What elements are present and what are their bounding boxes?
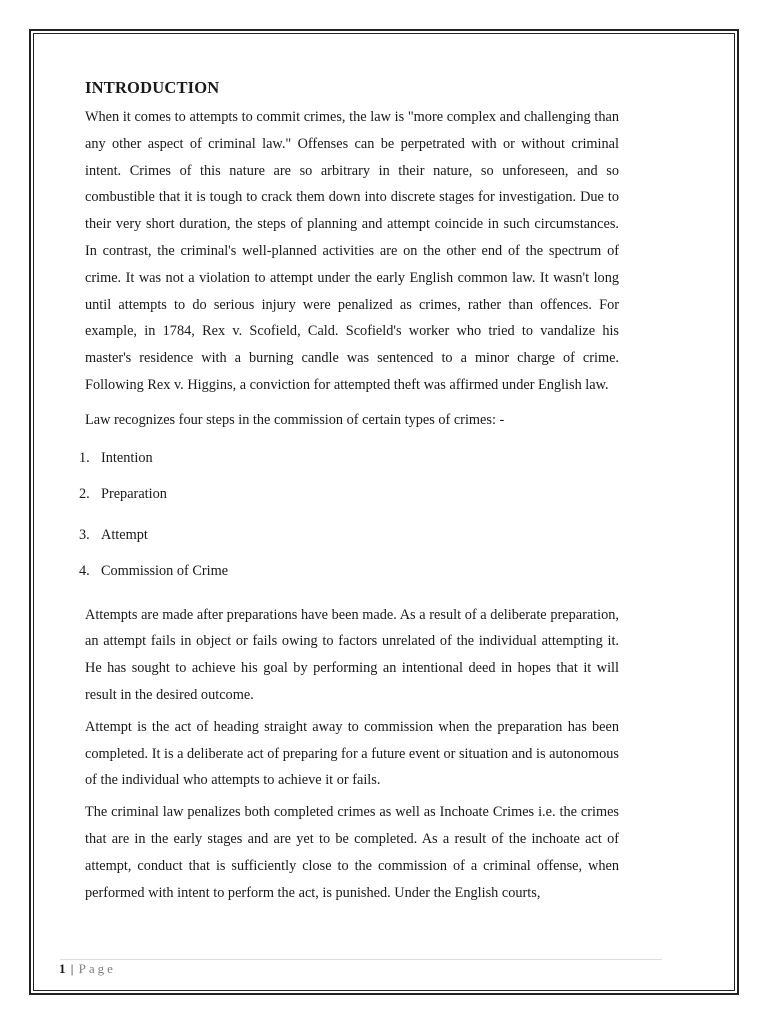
inchoate-crimes-paragraph: The criminal law penalizes both completed crimes as well as Inchoate Crimes i.e. the crimes that are in the early stages and are yet to be completed. As a result of the inchoate act of attempt, conduct that is sufficiently close to the commission of a criminal offense, when performed with intent to perform the act, is punished. Under the English courts, xyxy=(85,804,619,901)
attempt-definition-paragraph: Attempt is the act of heading straight away to commission when the preparation has been completed. It is a deliberate act of preparing for a future event or situation and is autonomous of the individual who attempts to achieve it or fails. xyxy=(85,718,619,789)
list-item-label: Intention xyxy=(101,449,153,466)
list-item xyxy=(79,525,619,545)
list-item xyxy=(79,448,619,468)
attempts-paragraph: Attempts are made after preparations have been made. As a result of a deliberate preparation, an attempt fails in object or fails owing to factors unrelated of the individual attempting it. He has sought to achieve his goal by performing an intentional deed in hopes that it will result in the desired outcome. xyxy=(85,606,619,703)
section-heading: INTRODUCTION xyxy=(85,78,220,97)
list-item-number: 3. xyxy=(79,526,90,543)
list-item-label: Attempt xyxy=(101,526,148,543)
footer-divider xyxy=(60,959,662,960)
page-footer xyxy=(59,961,116,977)
list-item-number: 1. xyxy=(79,449,90,466)
list-item xyxy=(79,561,619,581)
intro-paragraph: When it comes to attempts to commit crimes, the law is "more complex and challenging than any other aspect of criminal law." Offenses can be perpetrated with or without criminal intent. Crimes of this nature are so arbitrary in their nature, so unforeseen, and so combustible that it is tough to crack them down into discrete stages for investigation. Due to their very short duration, the steps of planning and attempt coincide in such circumstances. In contrast, the criminal's well-planned activities are on the other end of the spectrum of crime. It was not a violation to attempt under the early English common law. It wasn't long until attempts to do serious injury were penalized as crimes, rather than offences. For example, in 1784, Rex v. Scofield, Cald. Scofield's worker who tried to vandalize his master's residence with a burning candle was sentenced to a minor charge of crime. Following Rex v. Higgins, a conviction for attempted theft was affirmed under English law. xyxy=(85,109,619,393)
page-label: Page xyxy=(78,961,116,976)
steps-intro: Law recognizes four steps in the commission of certain types of crimes: - xyxy=(85,411,505,428)
page-number: 1 xyxy=(59,961,66,976)
steps-list xyxy=(79,448,619,581)
document-body xyxy=(79,78,619,912)
list-item-label: Commission of Crime xyxy=(101,562,229,579)
list-item-number: 2. xyxy=(79,485,90,502)
list-item xyxy=(79,484,619,504)
list-item-label: Preparation xyxy=(101,485,167,502)
list-item-number: 4. xyxy=(79,562,90,579)
footer-separator: | xyxy=(70,961,74,976)
